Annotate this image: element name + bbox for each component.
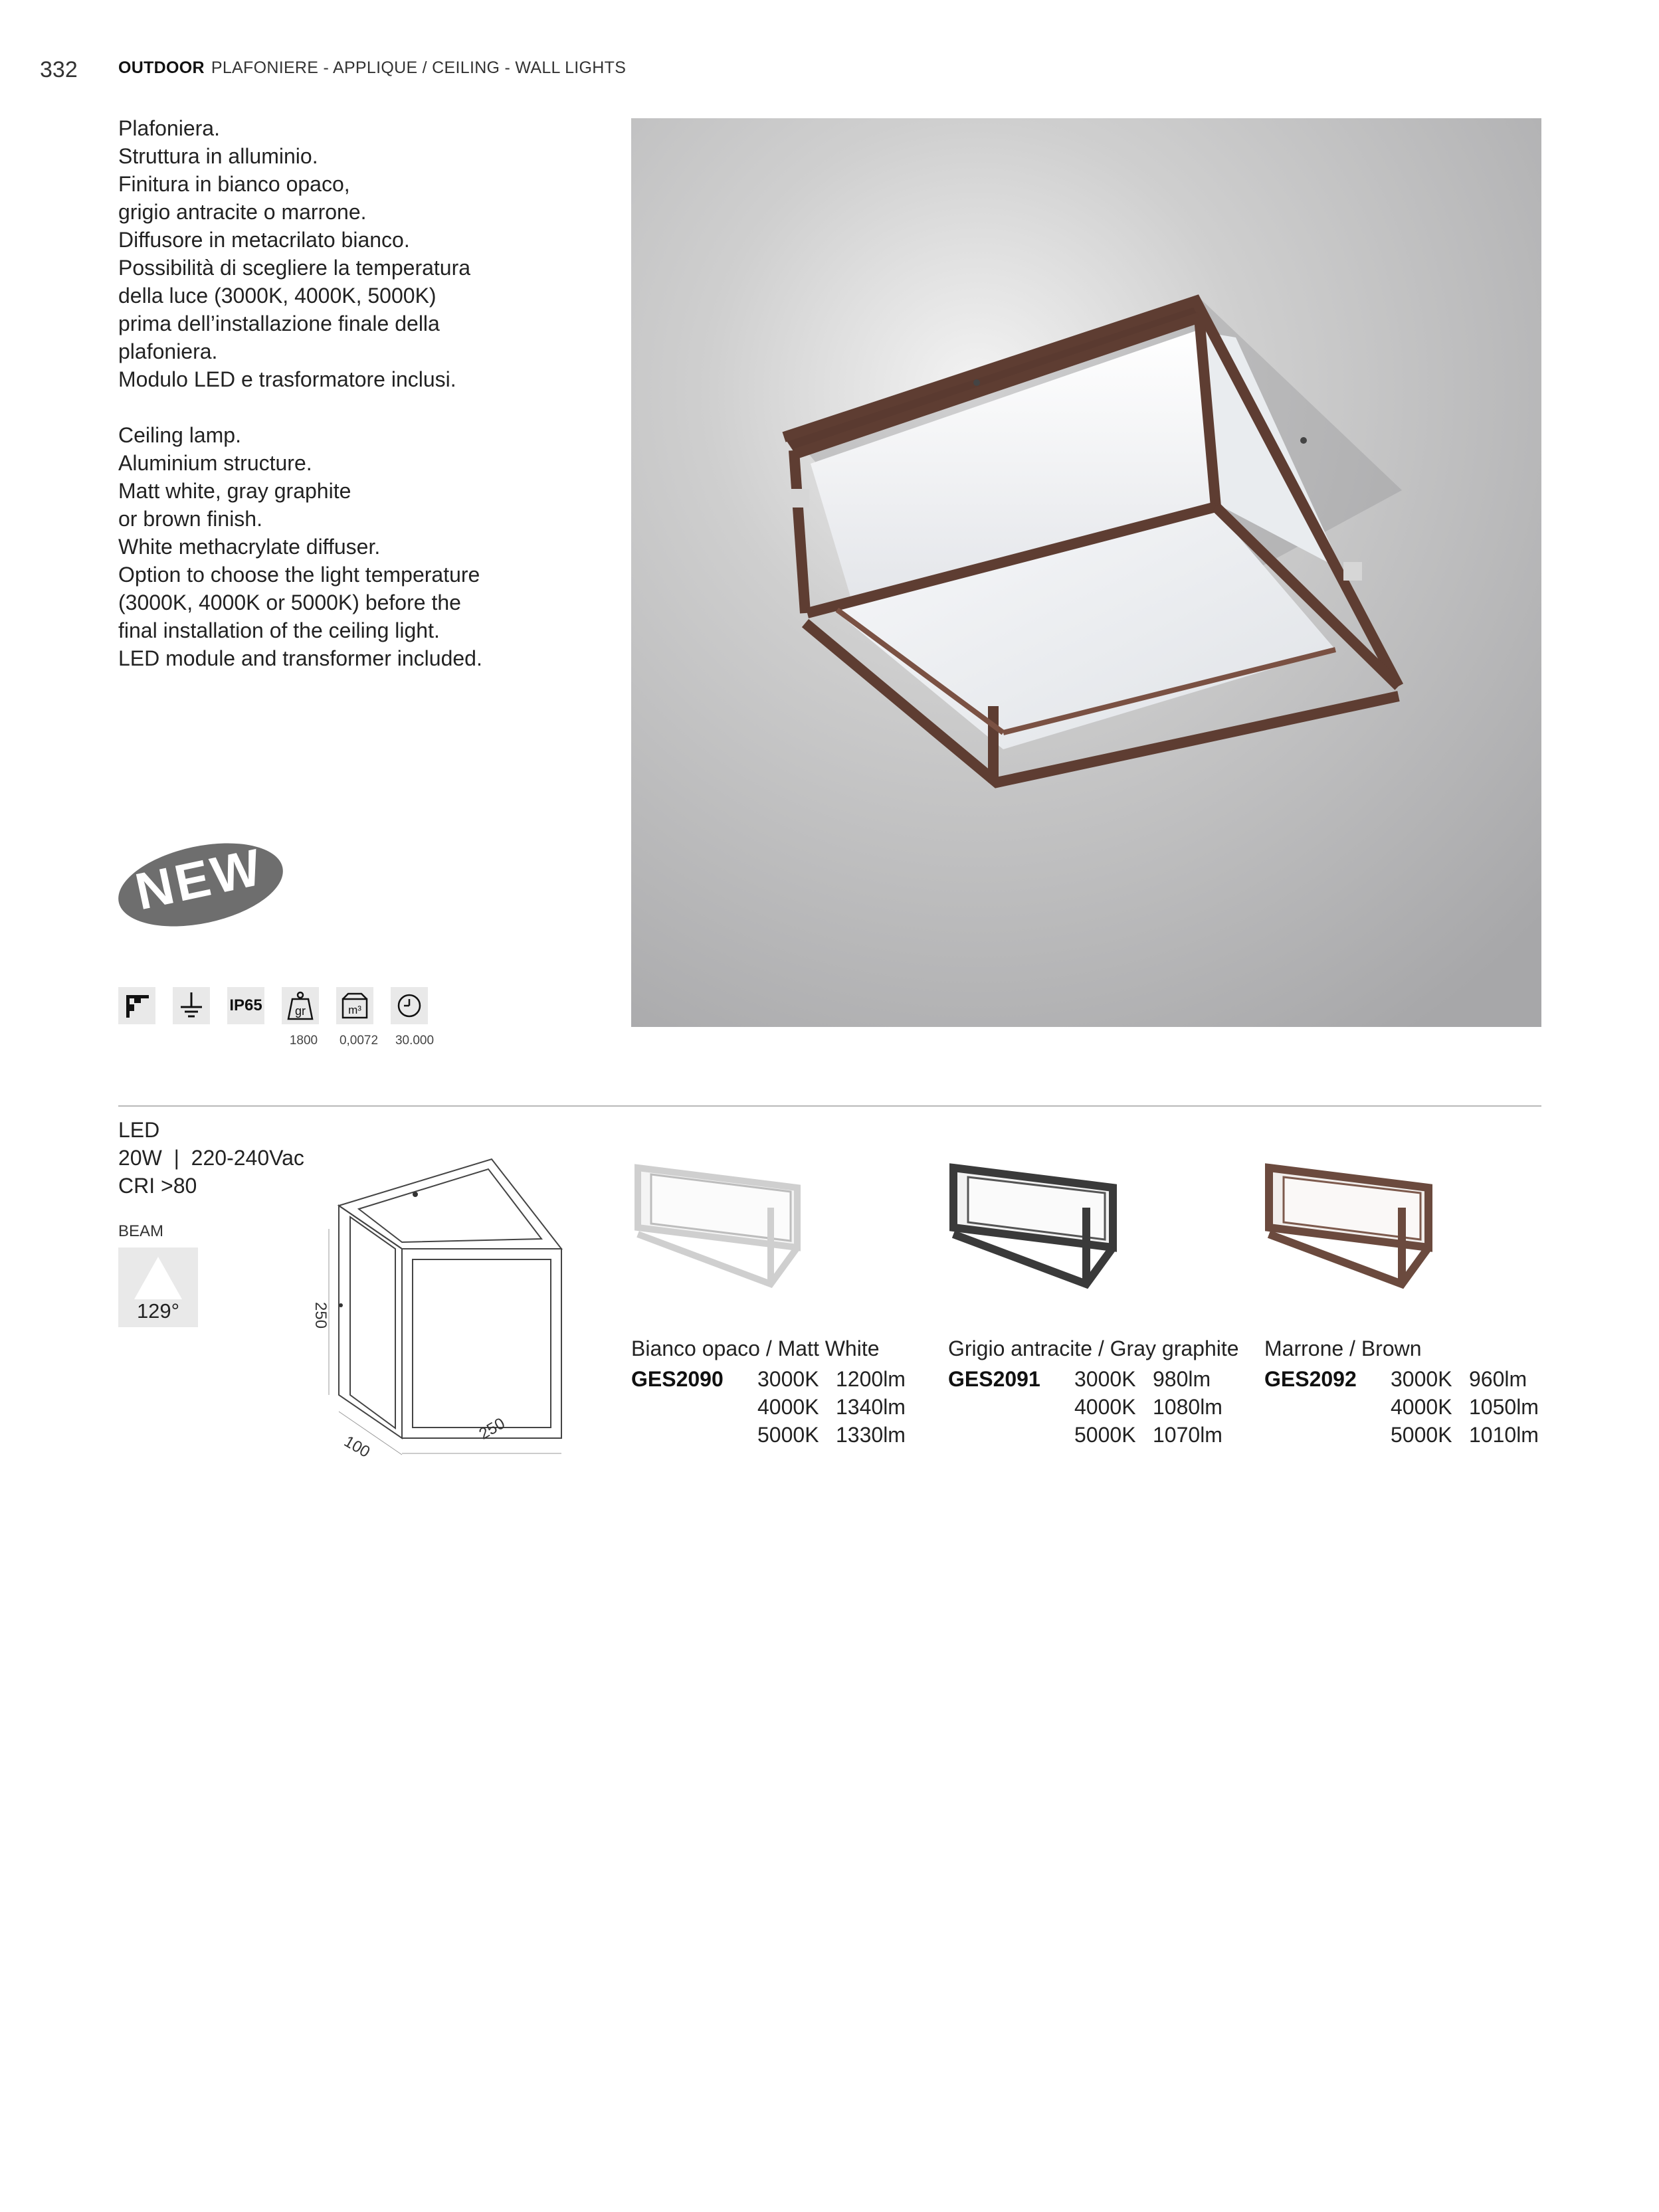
desc-line: Plafoniera. bbox=[118, 116, 220, 140]
cri-value: CRI >80 bbox=[118, 1174, 197, 1198]
color-temp: 3000K bbox=[1074, 1367, 1136, 1391]
desc-line: plafoniera. bbox=[118, 339, 218, 363]
dimension-height: 250 bbox=[312, 1302, 330, 1329]
earth-ground-icon bbox=[173, 987, 210, 1024]
ip-rating-icon bbox=[227, 987, 264, 1024]
desc-line: Option to choose the light temperature bbox=[118, 563, 480, 587]
color-temp: 4000K bbox=[1391, 1395, 1452, 1419]
new-badge bbox=[114, 838, 287, 931]
lumens: 1340lm bbox=[836, 1395, 906, 1419]
variant-finish: Bianco opaco / Matt White bbox=[631, 1336, 880, 1360]
ip-rating-label: IP65 bbox=[229, 996, 262, 1014]
product-code: GES2090 bbox=[631, 1367, 724, 1391]
desc-line: Finitura in bianco opaco, bbox=[118, 172, 350, 196]
description-english bbox=[118, 421, 482, 672]
weight-value: 1800 bbox=[289, 1034, 318, 1048]
lifetime-clock-icon bbox=[391, 987, 428, 1024]
variant-thumbnail-graphite bbox=[933, 1148, 1133, 1294]
lumens: 1330lm bbox=[836, 1423, 906, 1447]
lumens: 980lm bbox=[1153, 1367, 1211, 1391]
weight-icon bbox=[282, 987, 319, 1024]
desc-line: (3000K, 4000K or 5000K) before the bbox=[118, 591, 461, 614]
desc-line: Ceiling lamp. bbox=[118, 423, 241, 447]
product-code: GES2092 bbox=[1264, 1367, 1357, 1391]
beam-angle: 129° bbox=[136, 1299, 180, 1323]
variant-finish: Grigio antracite / Gray graphite bbox=[948, 1336, 1239, 1360]
desc-line: prima dell’installazione finale della bbox=[118, 312, 440, 335]
page-number: 332 bbox=[40, 57, 78, 82]
lumens: 1010lm bbox=[1469, 1423, 1539, 1447]
dimension-drawing bbox=[302, 1143, 568, 1475]
category-label: OUTDOOR bbox=[118, 58, 205, 77]
volume-value: 0,0072 bbox=[339, 1034, 379, 1048]
color-temp: 5000K bbox=[757, 1423, 819, 1447]
variant-finish: Marrone / Brown bbox=[1264, 1336, 1422, 1360]
desc-line: LED module and transformer included. bbox=[118, 646, 482, 670]
desc-line: White methacrylate diffuser. bbox=[118, 535, 381, 559]
desc-line: Possibilità di scegliere la temperatura bbox=[118, 256, 471, 280]
section-subtitle: PLAFONIERE - APPLIQUE / CEILING - WALL LIGHTS bbox=[211, 58, 627, 77]
dimension-width: 250 bbox=[476, 1414, 508, 1443]
desc-line: Matt white, gray graphite bbox=[118, 479, 351, 503]
variant-row bbox=[1074, 1421, 1222, 1449]
volume-icon bbox=[336, 987, 373, 1024]
lumens: 1080lm bbox=[1153, 1395, 1222, 1419]
product-code: GES2091 bbox=[948, 1367, 1040, 1391]
lumens: 1070lm bbox=[1153, 1423, 1222, 1447]
variant-thumbnail-white bbox=[618, 1148, 817, 1294]
product-photo bbox=[631, 118, 1541, 1027]
color-temp: 3000K bbox=[1391, 1367, 1452, 1391]
variant-brown bbox=[1264, 1336, 1539, 1449]
source-type: LED bbox=[118, 1118, 160, 1142]
desc-line: final installation of the ceiling light. bbox=[118, 618, 440, 642]
ceiling-wall-mount-icon bbox=[118, 987, 155, 1024]
desc-line: grigio antracite o marrone. bbox=[118, 200, 367, 224]
color-temp: 5000K bbox=[1391, 1423, 1452, 1447]
beam-label: BEAM bbox=[118, 1222, 164, 1240]
desc-line: or brown finish. bbox=[118, 507, 262, 531]
power-rating: 20W | 220-240Vac bbox=[118, 1146, 304, 1170]
variant-row bbox=[1391, 1421, 1539, 1449]
color-temp: 3000K bbox=[757, 1367, 819, 1391]
desc-line: Struttura in alluminio. bbox=[118, 144, 318, 168]
variant-thumbnail-brown bbox=[1249, 1148, 1448, 1294]
variant-white bbox=[631, 1336, 906, 1449]
desc-line: Modulo LED e trasformatore inclusi. bbox=[118, 367, 456, 391]
description-italian bbox=[118, 114, 470, 393]
section-divider bbox=[118, 1105, 1541, 1107]
electrical-spec bbox=[118, 1116, 304, 1200]
lumens: 1050lm bbox=[1469, 1395, 1539, 1419]
lifetime-value: 30.000 bbox=[395, 1034, 435, 1048]
new-badge-text: NEW bbox=[130, 838, 269, 921]
volume-unit: m³ bbox=[348, 1004, 361, 1016]
lumens: 1200lm bbox=[836, 1367, 906, 1391]
dimension-depth: 100 bbox=[341, 1432, 373, 1461]
desc-line: Aluminium structure. bbox=[118, 451, 312, 475]
variant-row bbox=[1391, 1393, 1539, 1421]
lumens: 960lm bbox=[1469, 1367, 1527, 1391]
weight-unit: gr bbox=[294, 1004, 306, 1018]
color-temp: 5000K bbox=[1074, 1423, 1136, 1447]
variant-graphite bbox=[948, 1336, 1239, 1449]
color-temp: 4000K bbox=[757, 1395, 819, 1419]
color-temp: 4000K bbox=[1074, 1395, 1136, 1419]
variant-row bbox=[1391, 1365, 1539, 1393]
desc-line: Diffusore in metacrilato bianco. bbox=[118, 228, 410, 252]
page-header bbox=[118, 58, 626, 78]
variant-row bbox=[757, 1365, 906, 1393]
variant-row bbox=[757, 1421, 906, 1449]
variant-row bbox=[757, 1393, 906, 1421]
variant-row bbox=[1074, 1365, 1222, 1393]
variant-row bbox=[1074, 1393, 1222, 1421]
desc-line: della luce (3000K, 4000K, 5000K) bbox=[118, 284, 437, 308]
